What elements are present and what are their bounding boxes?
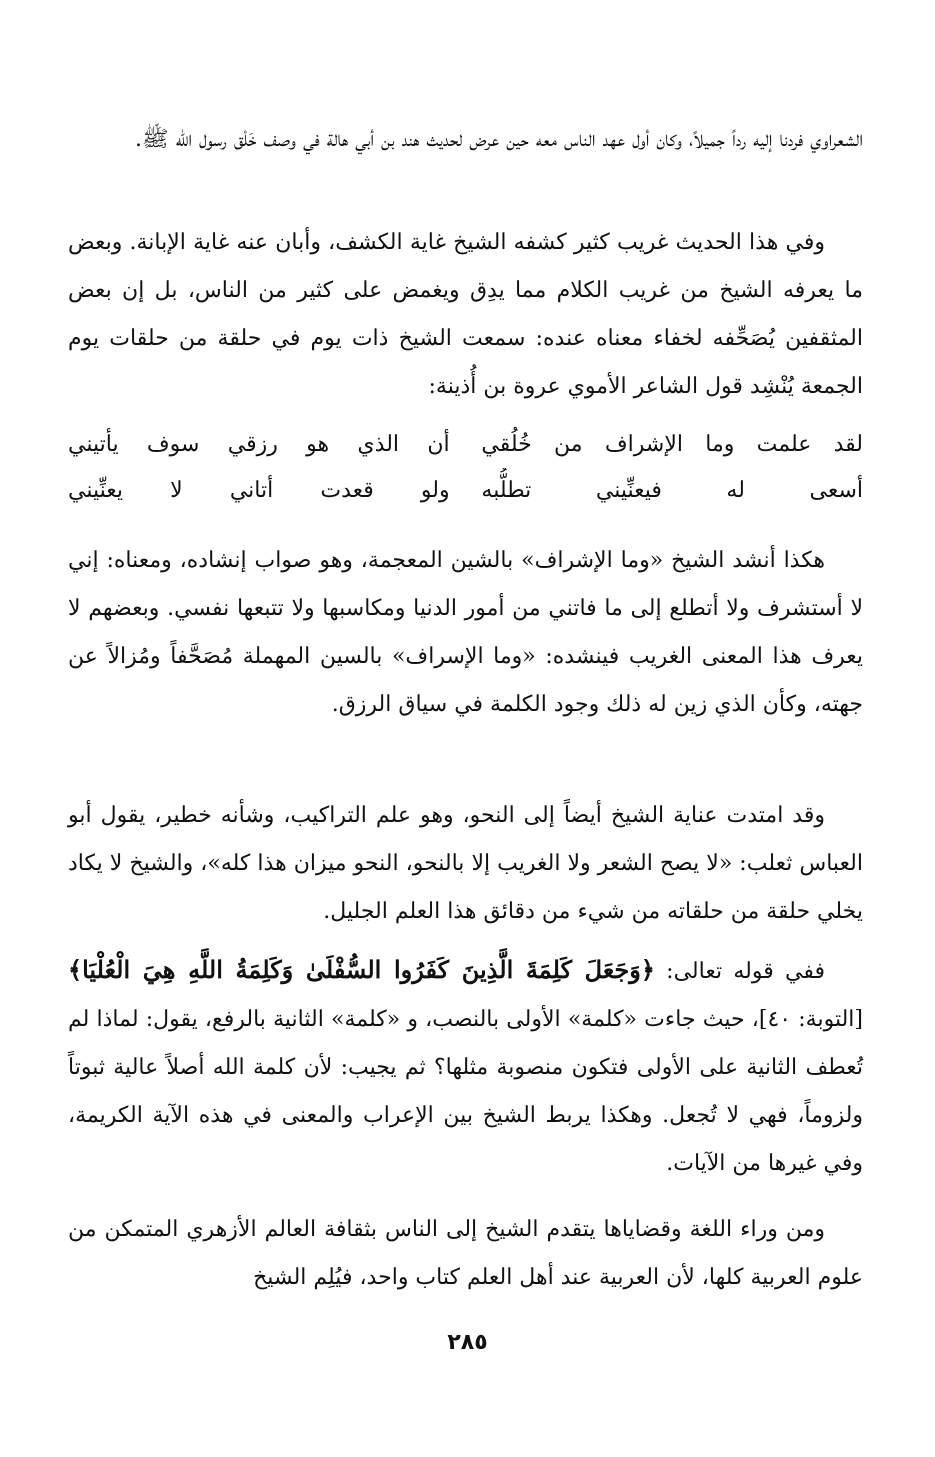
page-number: ٢٨٥ bbox=[447, 1330, 488, 1355]
paragraph-5-intro: ففي قوله تعالى: bbox=[654, 959, 825, 984]
paragraph-6-text: ومن وراء اللغة وقضاياها يتقدم الشيخ إلى الناس بثقافة العالم الأزهري المتمكن من علوم العربية كلها، لأن العربية عند أهل العلم كتاب واحد، فيُلِم الشيخ bbox=[68, 1217, 863, 1290]
paragraph-1-text: الشعراوي فردنا إليه رداً جميلاً، وكان أول عهد الناس معه حين عرض لحديث هند بن أبي هالة في وصف خَلْق رسول الله ﷺ. bbox=[135, 127, 863, 152]
paragraph-5-text: [التوبة: ٤٠]، حيث جاءت «كلمة» الأولى بالنصب، و «كلمة» الثانية بالرفع، يقول: لماذا لم تُعطف الثانية على الأولى فتكون منصوبة مثلها؟ ثم يجيب: لأن كلمة الله أصلاً عالية ثبوتاً ولزوماً، فهي لا تُجعل. وهكذا يربط الشيخ بين الإعراب والمعنى في هذه الآية الكريمة، وفي غيرها من الآيات. bbox=[68, 1007, 863, 1176]
verse-line-2 bbox=[68, 468, 863, 514]
verse-line-2-first-hemistich: أسعى له فيعنِّيني تطلُّبه bbox=[481, 478, 863, 503]
paragraph-2-text: وفي هذا الحديث غريب كثير كشفه الشيخ غاية الكشف، وأبان عنه غاية الإبانة. وبعض ما يعرفه الشيخ من غريب الكلام مما يدِق ويغمض على كثير من الناس، بل إن بعض المثقفين يُصَحِّفه لخفاء معناه عنده: سمعت الشيخ ذات يوم في حلقة من حلقات يوم الجمعة يُنْشِد قول الشاعر الأموي عروة بن أُذينة: bbox=[68, 230, 863, 399]
verse-line-1-first-hemistich: لقد علمت وما الإشراف من خُلُقي bbox=[481, 432, 863, 457]
paragraph-4-text: وقد امتدت عناية الشيخ أيضاً إلى النحو، وهو علم التراكيب، وشأنه خطير، يقول أبو العباس ثعلب: «لا يصح الشعر ولا الغريب إلا بالنحو، النحو ميزان هذا كله»، والشيخ لا يكاد يخلي حلقة من حلقاته من شيء من دقائق هذا العلم الجليل. bbox=[68, 803, 863, 924]
poem-verse bbox=[68, 422, 863, 514]
quran-verse: ﴿وَجَعَلَ كَلِمَةَ الَّذِينَ كَفَرُوا السُّفْلَىٰ وَكَلِمَةُ اللَّهِ هِيَ الْعُلْيَا﴾ bbox=[68, 955, 655, 984]
paragraph-3 bbox=[68, 537, 863, 729]
paragraph-2 bbox=[68, 219, 863, 411]
verse-line-1 bbox=[68, 422, 863, 468]
paragraph-4 bbox=[68, 792, 863, 936]
verse-line-1-second-hemistich: أن الذي هو رزقي سوف يأتيني bbox=[68, 432, 450, 457]
verse-line-2-second-hemistich: ولو قعدت أتاني لا يعنِّيني bbox=[68, 478, 450, 503]
paragraph-1 bbox=[68, 116, 863, 164]
paragraph-5 bbox=[68, 946, 863, 1188]
paragraph-6 bbox=[68, 1206, 863, 1302]
paragraph-3-text: هكذا أنشد الشيخ «وما الإشراف» بالشين المعجمة، وهو صواب إنشاده، ومعناه: إني لا أستشرف ولا أتطلع إلى ما فاتني من أمور الدنيا ومكاسبها ولا تتبعها نفسي. وبعضهم لا يعرف هذا المعنى الغريب فينشده: «وما الإسراف» بالسين المهملة مُصَحَّفاً ومُزالاً عن جهته، وكأن الذي زين له ذلك وجود الكلمة في سياق الرزق. bbox=[68, 548, 863, 717]
